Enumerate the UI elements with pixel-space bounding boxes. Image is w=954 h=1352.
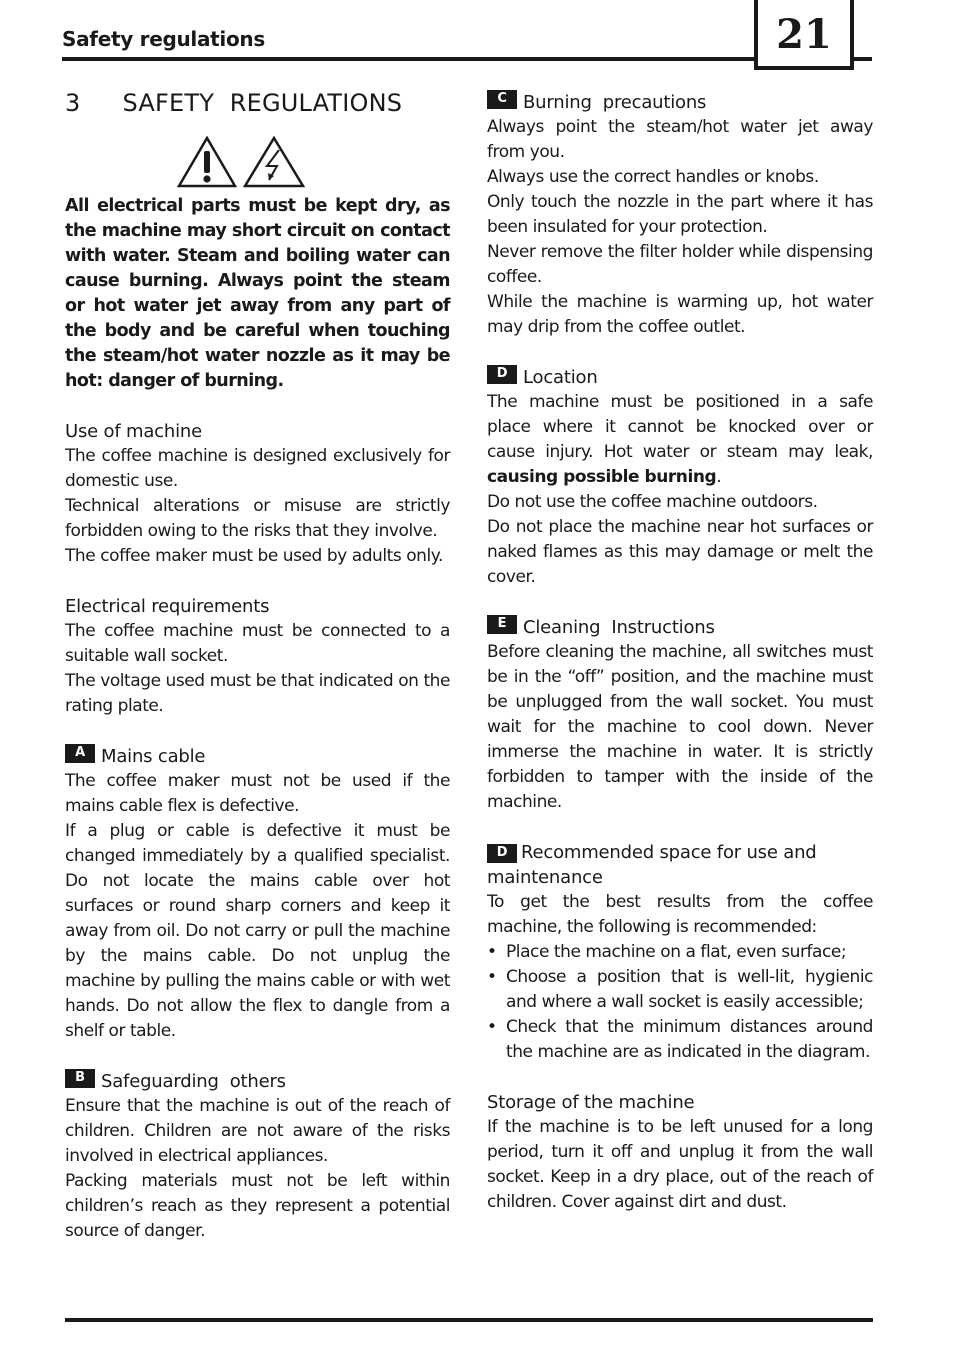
burning-p2: Always use the correct handles or knobs. (487, 167, 819, 187)
burning-p4: Never remove the filter holder while dispensing coffee. (487, 242, 873, 287)
warning-paragraph: All electrical parts must be kept dry, as the machine may short circuit on contact with water. Steam and boiling water can cause burning. Always point the steam or hot water jet away from any part of the body and be careful when touching the steam/hot water nozzle as it may be hot: danger of burning. (65, 196, 450, 391)
section-heading (65, 84, 450, 122)
warning-icons (177, 136, 450, 192)
cleaning-heading-text: Cleaning Instructions (523, 617, 715, 638)
space-bullet-2: Choose a position that is well-lit, hygienic and where a wall socket is easily accessible; (506, 967, 873, 1012)
section-label-c: C (487, 90, 517, 109)
mains-p2: If a plug or cable is defective it must be changed immediately by a qualified specialist. Do not locate the mains cable over hot surfaces or round sharp corners and keep it away from oil. Do not carry or pull the machine by the mains cable. Do not unplug the machine by pulling the mains cable or with wet hands. Do not allow the flex to dangle from a shelf or table. (65, 821, 450, 1041)
right-column (487, 90, 873, 1215)
header-title: Safety regulations (62, 27, 265, 51)
safeguarding-p2: Packing materials must not be left within children’s reach as they represent a potential source of danger. (65, 1171, 450, 1241)
section-label-e: E (487, 615, 517, 634)
space-intro: To get the best results from the coffee machine, the following is recommended: (487, 892, 873, 937)
use-heading: Use of machine (65, 421, 202, 442)
list-item: • Choose a position that is well-lit, hygienic and where a wall socket is easily accessible; (487, 965, 873, 1015)
location-p3: Do not place the machine near hot surfaces or naked flames as this may damage or melt the cover. (487, 517, 873, 587)
burning-heading (487, 90, 873, 115)
use-p1: The coffee machine is designed exclusively for domestic use. (65, 446, 450, 491)
burning-heading-text: Burning precautions (523, 92, 707, 113)
location-p2: Do not use the coffee machine outdoors. (487, 492, 818, 512)
location-p1-text: The machine must be positioned in a safe place where it cannot be knocked over or cause injury. Hot water or steam may leak, (487, 392, 873, 462)
location-p1-end: . (716, 467, 722, 487)
electric-hazard-icon (243, 136, 305, 188)
storage-heading: Storage of the machine (487, 1092, 695, 1113)
space-bullet-1: Place the machine on a flat, even surface; (506, 942, 847, 962)
section-number: 3 (65, 89, 81, 117)
section-label-d2: D (487, 844, 517, 863)
safeguarding-heading-text: Safeguarding others (101, 1071, 286, 1092)
mains-heading (65, 744, 450, 769)
header-rule (62, 57, 872, 61)
section-label-d: D (487, 365, 517, 384)
burning-p3: Only touch the nozzle in the part where it has been insulated for your protection. (487, 192, 873, 237)
use-p2: Technical alterations or misuse are strictly forbidden owing to the risks that they involve. (65, 496, 450, 541)
list-item: • Place the machine on a flat, even surface; (487, 940, 873, 965)
electrical-p1: The coffee machine must be connected to a suitable wall socket. (65, 621, 450, 666)
footer-rule (65, 1318, 873, 1322)
space-bullet-3: Check that the minimum distances around the machine are as indicated in the diagram. (506, 1017, 873, 1062)
location-heading-text: Location (523, 367, 598, 388)
use-p3: The coffee maker must be used by adults only. (65, 546, 443, 566)
location-p1 (487, 390, 873, 490)
left-column (65, 84, 450, 1244)
section-title: SAFETY REGULATIONS (122, 89, 403, 117)
section-label-b: B (65, 1069, 95, 1088)
location-p1-bold: causing possible burning (487, 467, 717, 487)
storage-p1: If the machine is to be left unused for a long period, turn it off and unplug it from the wall socket. Keep in a dry place, out of the reach of children. Cover against dirt and dust. (487, 1117, 873, 1212)
section-label-a: A (65, 744, 95, 763)
safeguarding-p1: Ensure that the machine is out of the reach of children. Children are not aware of the risks involved in electrical appliances. (65, 1096, 450, 1166)
electrical-p2: The voltage used must be that indicated on the rating plate. (65, 671, 450, 716)
cleaning-heading (487, 615, 873, 640)
warning-triangle-icon (177, 136, 237, 188)
list-item: • Check that the minimum distances around the machine are as indicated in the diagram. (487, 1015, 873, 1065)
mains-heading-text: Mains cable (101, 746, 206, 767)
space-heading (487, 840, 873, 890)
space-heading-text: Recommended space for use and maintenance (487, 842, 817, 888)
electrical-heading: Electrical requirements (65, 596, 270, 617)
page-number: 21 (754, 0, 854, 70)
mains-p1: The coffee maker must not be used if the mains cable flex is defective. (65, 771, 450, 816)
burning-p5: While the machine is warming up, hot water may drip from the coffee outlet. (487, 292, 873, 337)
burning-p1: Always point the steam/hot water jet away from you. (487, 117, 873, 162)
location-heading (487, 365, 873, 390)
safeguarding-heading (65, 1069, 450, 1094)
cleaning-p1: Before cleaning the machine, all switches must be in the “off” position, and the machine must be unplugged from the wall socket. You must wait for the machine to cool down. Never immerse the machine in water. It is strictly forbidden to tamper with the inside of the machine. (487, 642, 873, 812)
